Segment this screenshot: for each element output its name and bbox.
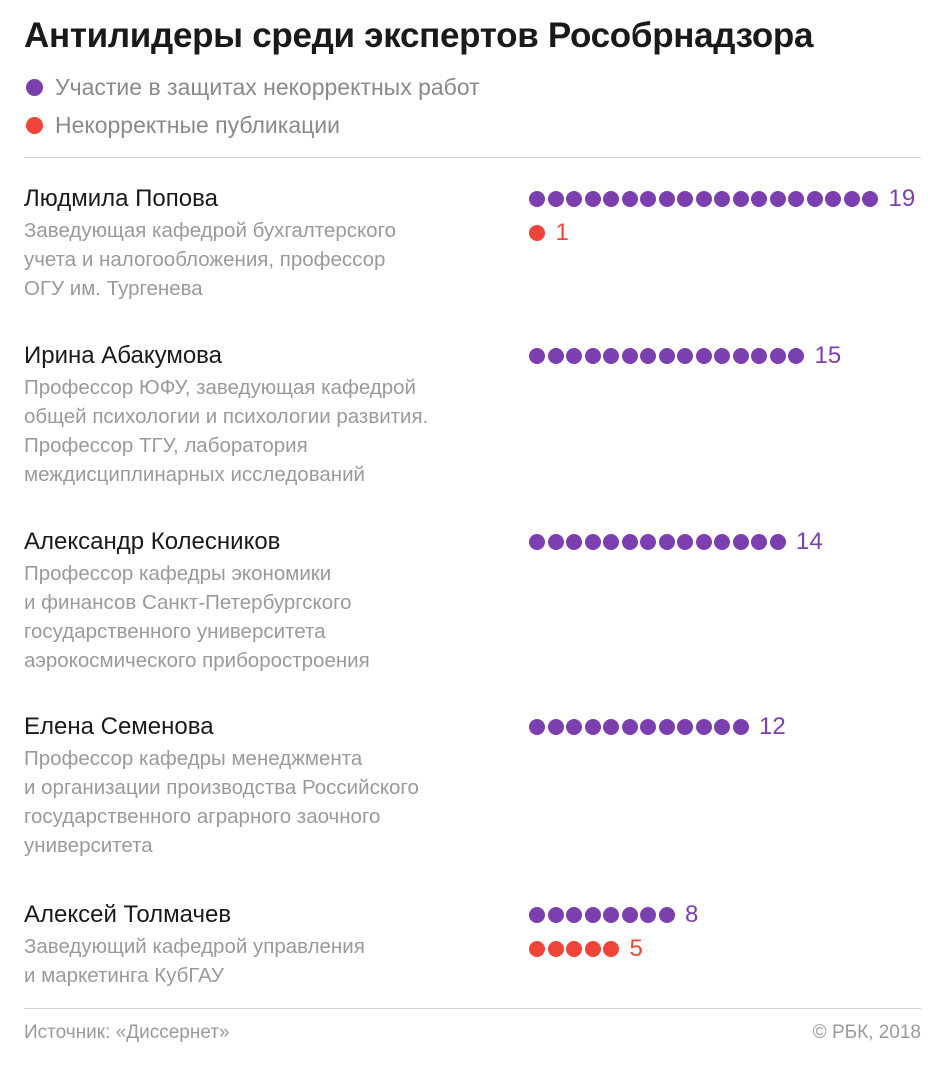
defenses-dot [603, 719, 619, 735]
publications-count: 1 [555, 219, 569, 246]
defenses-dot [788, 191, 804, 207]
defenses-dot [529, 191, 545, 207]
expert-name: Елена Семенова [24, 713, 214, 740]
defenses-dot [585, 907, 601, 923]
defenses-dot [603, 907, 619, 923]
expert-description [24, 559, 514, 675]
defenses-dot [714, 348, 730, 364]
defenses-dot [566, 191, 582, 207]
expert-name: Александр Колесников [24, 528, 281, 555]
defenses-dot [529, 719, 545, 735]
defenses-count: 8 [685, 901, 699, 928]
defenses-dot [640, 534, 656, 550]
defenses-dot [659, 907, 675, 923]
defenses-dot [677, 719, 693, 735]
defenses-dot [622, 534, 638, 550]
publications-dot [603, 941, 619, 957]
description-line: и маркетинга КубГАУ [24, 964, 224, 987]
description-line: Профессор кафедры экономики [24, 562, 332, 585]
defenses-dots [529, 527, 823, 557]
defenses-dot [548, 534, 564, 550]
defenses-dot [751, 348, 767, 364]
expert-description [24, 744, 514, 860]
expert-name: Ирина Абакумова [24, 342, 222, 369]
defenses-count: 19 [888, 185, 916, 212]
source-note: Источник: «Диссернет» [24, 1022, 230, 1043]
defenses-dot [733, 348, 749, 364]
publications-dot [529, 941, 545, 957]
description-line: Заведующий кафедрой управления [24, 935, 365, 958]
defenses-dot [770, 191, 786, 207]
defenses-dot [529, 907, 545, 923]
publications-dot [548, 941, 564, 957]
defenses-dot [622, 191, 638, 207]
defenses-dot [659, 534, 675, 550]
defenses-dot [640, 907, 656, 923]
defenses-dot [733, 191, 749, 207]
defenses-dot [770, 348, 786, 364]
defenses-dot [659, 348, 675, 364]
publications-dot [585, 941, 601, 957]
defenses-dot [622, 719, 638, 735]
defenses-dot [659, 191, 675, 207]
publications-dots [529, 934, 643, 964]
defenses-dot [714, 719, 730, 735]
description-line: Профессор ЮФУ, заведующая кафедрой [24, 376, 417, 399]
defenses-dot [640, 719, 656, 735]
defenses-dot [548, 191, 564, 207]
defenses-dot [529, 348, 545, 364]
expert-description [24, 932, 514, 990]
defenses-dot [659, 719, 675, 735]
defenses-dot [585, 534, 601, 550]
defenses-dot [566, 719, 582, 735]
publications-dot [529, 225, 545, 241]
description-line: государственного аграрного заочного [24, 805, 381, 828]
defenses-dots [529, 900, 698, 930]
description-line: университета [24, 834, 153, 857]
defenses-dot [677, 191, 693, 207]
defenses-count: 12 [759, 713, 786, 740]
defenses-dots [529, 184, 915, 214]
defenses-dot [807, 191, 823, 207]
defenses-dot [714, 534, 730, 550]
defenses-dot [585, 719, 601, 735]
defenses-dot [733, 534, 749, 550]
defenses-dot [862, 191, 878, 207]
expert-name: Алексей Толмачев [24, 901, 232, 928]
defenses-dot [825, 191, 841, 207]
copyright: © РБК, 2018 [812, 1022, 921, 1043]
description-line: учета и налогообложения, профессор [24, 248, 386, 271]
defenses-dot [696, 348, 712, 364]
defenses-dot [603, 348, 619, 364]
defenses-dot [733, 719, 749, 735]
defenses-dot [640, 191, 656, 207]
description-line: Заведующая кафедрой бухгалтерского [24, 219, 397, 242]
defenses-dot [751, 191, 767, 207]
description-line: Профессор кафедры менеджмента [24, 747, 363, 770]
description-line: и финансов Санкт-Петербургского [24, 591, 352, 614]
defenses-dots [529, 712, 786, 742]
defenses-dot [696, 191, 712, 207]
defenses-dot [751, 534, 767, 550]
description-line: общей психологии и психологии развития. [24, 405, 429, 428]
expert-description [24, 216, 514, 303]
defenses-dot [603, 191, 619, 207]
description-line: государственного университета [24, 620, 326, 643]
description-line: и организации производства Российского [24, 776, 419, 799]
description-line: междисциплинарных исследований [24, 463, 365, 486]
defenses-dot [770, 534, 786, 550]
description-line: ОГУ им. Тургенева [24, 277, 203, 300]
publications-dot [566, 941, 582, 957]
expert-name: Людмила Попова [24, 185, 218, 212]
defenses-count: 15 [814, 342, 842, 369]
defenses-dot [844, 191, 860, 207]
description-line: аэрокосмического приборостроения [24, 649, 370, 672]
defenses-dot [548, 907, 564, 923]
defenses-dot [566, 348, 582, 364]
legend-label-publications: Некорректные публикации [55, 112, 341, 138]
defenses-dot [696, 534, 712, 550]
description-line: Профессор ТГУ, лаборатория [24, 434, 308, 457]
chart-title: Антилидеры среди экспертов Рособрнадзора [24, 16, 814, 55]
publications-count: 5 [629, 935, 643, 962]
legend-label-defenses: Участие в защитах некорректных работ [55, 74, 480, 100]
expert-description [24, 373, 514, 489]
defenses-dot [585, 191, 601, 207]
defenses-dot [529, 534, 545, 550]
defenses-dot [696, 719, 712, 735]
defenses-dot [677, 348, 693, 364]
defenses-dot [566, 534, 582, 550]
publications-dots [529, 218, 569, 248]
defenses-dot [714, 191, 730, 207]
defenses-dot [622, 348, 638, 364]
defenses-dot [566, 907, 582, 923]
defenses-dot [603, 534, 619, 550]
defenses-count: 14 [796, 528, 823, 555]
defenses-dot [585, 348, 601, 364]
defenses-dot [622, 907, 638, 923]
bottom-divider [24, 1008, 921, 1009]
defenses-dot [548, 348, 564, 364]
defenses-dot [548, 719, 564, 735]
defenses-dots [529, 341, 841, 371]
defenses-dot [640, 348, 656, 364]
defenses-dot [788, 348, 804, 364]
defenses-dot [677, 534, 693, 550]
